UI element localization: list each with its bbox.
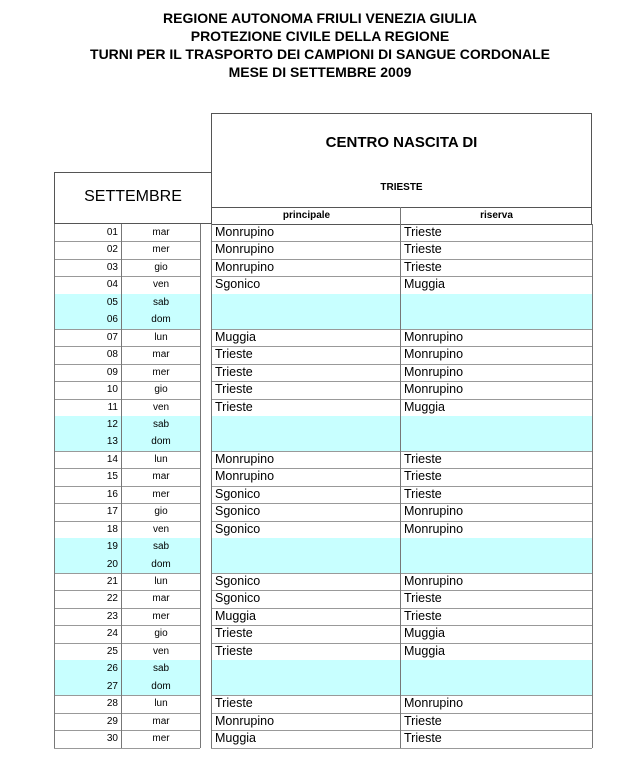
principale-cell: Sgonico [215,277,261,292]
row-line-right [211,573,592,574]
day-number: 19 [106,541,118,553]
riserva-cell: Trieste [404,713,442,728]
weekend-fill-right [211,433,592,450]
day-number: 12 [106,418,118,430]
day-divider [121,224,122,748]
riserva-cell: Trieste [404,608,442,623]
row-line-right [211,346,592,347]
day-number: 21 [106,576,118,587]
row-line-right [211,695,592,696]
principale-cell: Muggia [215,329,256,344]
row-line-left [54,346,200,347]
day-number: 20 [106,558,118,570]
principale-cell: Muggia [215,731,256,746]
weekend-fill-right [211,538,592,555]
principale-cell: Trieste [215,696,253,711]
day-number: 03 [106,261,118,273]
day-number: 25 [106,645,118,657]
riserva-cell: Monrupino [404,329,464,344]
day-number: 18 [106,523,118,535]
row-line-right [211,521,592,522]
principale-cell: Sgonico [215,521,261,536]
principale-cell: Sgonico [215,486,261,501]
row-line-right [211,643,592,644]
row-line-right [211,276,592,277]
month-label: SETTEMBRE [84,188,182,205]
weekday: mar [152,471,170,483]
row-line-left [54,486,200,487]
row-line-left [54,329,200,330]
weekday: lun [154,453,168,465]
weekday: ven [152,401,170,413]
weekday: ven [152,645,170,657]
weekday: dom [151,680,171,692]
title-line-3: TURNI PER IL TRASPORTO DEI CAMPIONI DI SANGUE CORDONALE [90,46,550,62]
principale-cell: Monrupino [215,225,275,239]
weekday: mer [152,733,170,745]
weekday: lun [154,331,168,343]
row-line-left [54,399,200,400]
day-number: 01 [106,227,118,238]
column-divider [400,224,401,748]
row-line-left [54,451,200,452]
row-line-right [211,748,592,749]
day-number: 06 [106,314,118,326]
day-number: 24 [106,628,118,640]
row-line-left [54,381,200,382]
row-line-left [54,573,200,574]
weekday: gio [154,506,168,518]
principale-cell: Muggia [215,608,256,623]
day-number: 14 [106,453,118,465]
column-header-principale: principale [282,210,331,221]
riserva-cell: Monrupino [404,504,464,519]
centre-header-box [211,113,592,208]
riserva-cell: Trieste [404,242,442,257]
principale-cell: Monrupino [215,259,275,274]
weekday: mer [152,610,170,622]
day-number: 27 [106,680,118,692]
weekday: mar [152,227,170,238]
row-line-right [211,329,592,330]
day-number: 07 [106,331,118,343]
principale-cell: Monrupino [215,242,275,257]
row-line-right [211,381,592,382]
riserva-cell: Muggia [404,626,445,641]
weekday: sab [152,541,170,553]
day-number: 10 [106,384,118,396]
day-number: 22 [106,593,118,605]
centre-title: CENTRO NASCITA DI [325,134,478,151]
weekend-fill-right [211,294,592,311]
row-line-right [211,364,592,365]
weekday: dom [151,314,171,326]
principale-cell: Trieste [215,626,253,641]
weekday: ven [152,523,170,535]
weekday: mer [152,366,170,378]
row-line-left [54,468,200,469]
weekday: lun [154,698,168,710]
day-number: 17 [106,506,118,518]
row-line-right [211,590,592,591]
title-line-2: PROTEZIONE CIVILE DELLA REGIONE [190,28,450,44]
column-divider-header [400,207,401,225]
riserva-cell: Trieste [404,259,442,274]
row-line-right [211,608,592,609]
riserva-cell: Trieste [404,225,442,239]
principale-cell: Trieste [215,364,253,379]
riserva-cell: Trieste [404,451,442,466]
weekday: ven [152,279,170,291]
weekday: lun [154,576,168,587]
weekend-fill-right [211,556,592,573]
principale-cell: Sgonico [215,591,261,606]
day-number: 09 [106,366,118,378]
day-number: 23 [106,610,118,622]
riserva-cell: Monrupino [404,521,464,536]
riserva-cell: Trieste [404,486,442,501]
row-line-left [54,748,200,749]
row-line-left [54,276,200,277]
row-line-left [54,625,200,626]
column-header-row [211,207,592,225]
centre-city: TRIESTE [380,182,423,193]
day-number: 16 [106,488,118,500]
weekday: mar [152,349,170,361]
weekday: dom [151,436,171,448]
weekend-fill-right [211,416,592,433]
row-line-left [54,364,200,365]
riserva-cell: Trieste [404,469,442,484]
day-number: 26 [106,663,118,675]
weekday: dom [151,558,171,570]
weekend-fill-right [211,311,592,328]
weekday: sab [152,663,170,675]
day-number: 30 [106,733,118,745]
month-header-box [54,172,212,224]
row-line-left [54,643,200,644]
principale-cell: Trieste [215,382,253,397]
weekday: gio [154,384,168,396]
right-border [592,224,593,748]
principale-cell: Trieste [215,399,253,414]
riserva-cell: Monrupino [404,347,464,362]
day-number: 15 [106,471,118,483]
weekday: mer [152,488,170,500]
row-line-left [54,730,200,731]
row-line-right [211,625,592,626]
weekday: sab [152,418,170,430]
riserva-cell: Trieste [404,591,442,606]
day-number: 08 [106,349,118,361]
principale-cell: Monrupino [215,451,275,466]
day-number: 28 [106,698,118,710]
weekday: gio [154,628,168,640]
principale-cell: Monrupino [215,713,275,728]
left-inner-border [200,224,201,748]
weekday: mer [152,244,170,256]
principale-cell: Monrupino [215,469,275,484]
row-line-left [54,259,200,260]
weekday: gio [154,261,168,273]
weekday: mar [152,593,170,605]
riserva-cell: Monrupino [404,574,464,588]
weekday: sab [152,296,170,308]
day-number: 13 [106,436,118,448]
row-line-left [54,713,200,714]
row-line-right [211,486,592,487]
row-line-left [54,695,200,696]
row-line-right [211,503,592,504]
day-number: 02 [106,244,118,256]
day-number: 04 [106,279,118,291]
right-left-border [211,224,212,748]
row-line-left [54,521,200,522]
day-number: 29 [106,715,118,727]
left-border [54,224,55,748]
weekend-fill-right [211,678,592,695]
row-line-left [54,241,200,242]
principale-cell: Sgonico [215,504,261,519]
riserva-cell: Muggia [404,277,445,292]
column-header-riserva: riserva [480,210,513,221]
principale-cell: Trieste [215,347,253,362]
row-line-left [54,590,200,591]
title-line-1: REGIONE AUTONOMA FRIULI VENEZIA GIULIA [163,10,477,26]
riserva-cell: Monrupino [404,364,464,379]
row-line-left [54,503,200,504]
row-line-left [54,608,200,609]
principale-cell: Trieste [215,643,253,658]
riserva-cell: Monrupino [404,696,464,711]
principale-cell: Sgonico [215,574,261,588]
weekday: mar [152,715,170,727]
day-number: 05 [106,296,118,308]
weekend-fill-right [211,660,592,677]
day-number: 11 [107,401,118,413]
riserva-cell: Monrupino [404,382,464,397]
row-line-right [211,730,592,731]
title-line-4: MESE DI SETTEMBRE 2009 [228,64,412,80]
riserva-cell: Trieste [404,731,442,746]
riserva-cell: Muggia [404,399,445,414]
row-line-right [211,399,592,400]
riserva-cell: Muggia [404,643,445,658]
